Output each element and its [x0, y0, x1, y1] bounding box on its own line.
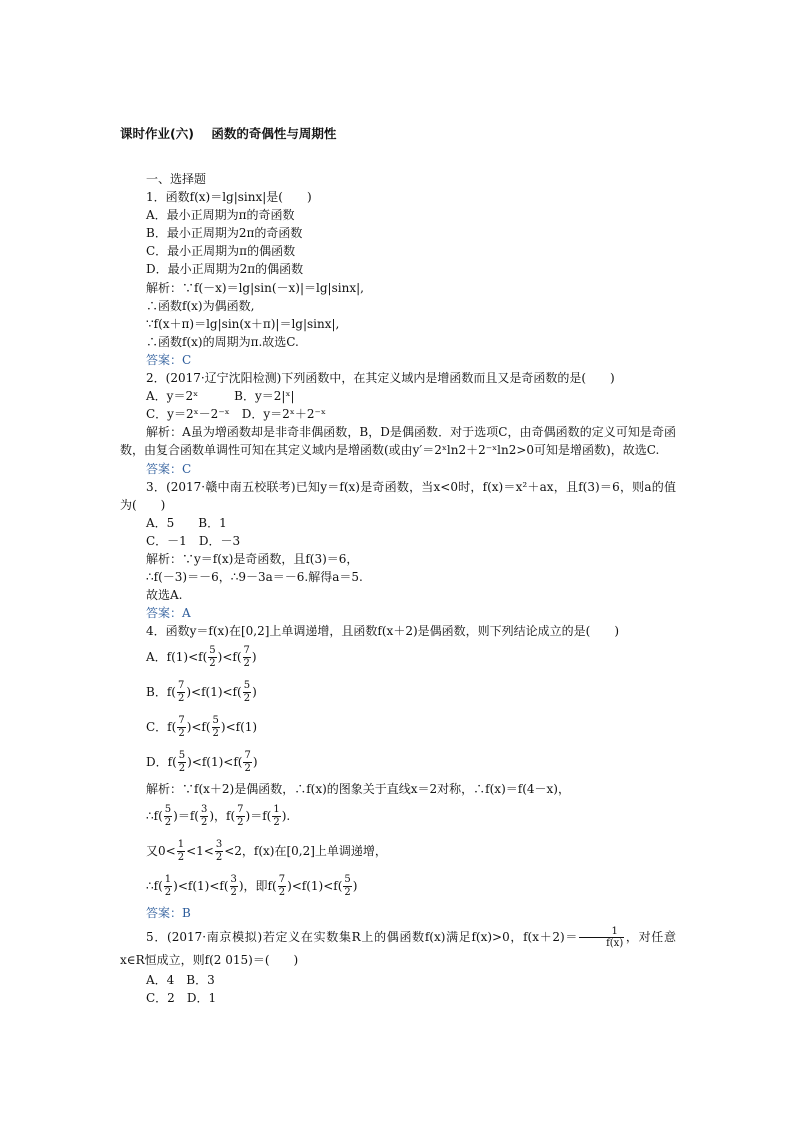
q3-stem: 3．(2017·赣中南五校联考)已知y＝f(x)是奇函数，当x<0时，f(x)＝x²＋ax，且f(3)＝6，则a的值为( ) — [120, 479, 676, 512]
question-list — [120, 170, 676, 1007]
fraction: $\frac{5}{2}$ — [178, 750, 186, 775]
q5-options-ab: A．4 B．3 — [146, 972, 215, 987]
fraction: $\frac{3}{2}$ — [200, 803, 208, 828]
q3-analysis-1: 解析：∵y＝f(x)是奇函数，且f(3)＝6， — [146, 551, 359, 566]
q4-stem: 4．函数y＝f(x)在[0,2]上单调递增，且函数f(x＋2)是偶函数，则下列结论成立的是( ) — [146, 624, 620, 639]
q2-stem: 2．(2017·辽宁沈阳检测)下列函数中，在其定义域内是增函数而且又是奇函数的是( ) — [146, 371, 615, 386]
q4-option-d: D．f( $\frac{5}{2}$ )<f(1)<f( $\frac{7}{2}$ ) — [146, 750, 258, 775]
q2-options-ab: A．y＝2ˣ B．y＝2|ˣ| — [146, 389, 295, 404]
fraction: $\frac{7}{2}$ — [278, 873, 286, 898]
q5-options-cd: C．2 D．1 — [146, 990, 217, 1005]
q4-analysis-1: 解析：∵f(x＋2)是偶函数，∴f(x)的图象关于直线x＝2对称，∴f(x)＝f(4－x)， — [146, 782, 570, 797]
fraction: $\frac{5}{2}$ — [164, 803, 172, 828]
page-title: 课时作业(六) 函数的奇偶性与周期性 — [120, 126, 337, 141]
q5-stem: 5．(2017·南京模拟)若定义在实数集R上的偶函数f(x)满足f(x)>0，f(x＋2)＝ $\frac{1}{f(x)}$ ，对任意x∈R恒成立，则f(2 015)＝( ) — [120, 925, 676, 967]
fraction: $\frac{5}{2}$ — [209, 645, 216, 670]
fraction: $\frac{7}{2}$ — [178, 715, 185, 740]
fraction: $\frac{7}{2}$ — [177, 680, 185, 705]
q4-analysis-2: ∴f( $\frac{5}{2}$ )＝f( $\frac{3}{2}$ )，f( $\frac{7}{2}$ )＝f( $\frac{1}{2}$ ). — [146, 803, 291, 828]
q3-options-cd: C．－1 D．－3 — [146, 533, 241, 548]
q2-options-cd: C．y＝2ˣ－2⁻ˣ D．y＝2ˣ＋2⁻ˣ — [146, 407, 326, 422]
q2-analysis: 解析：A虽为增函数却是非奇非偶函数，B，D是偶函数．对于选项C，由奇偶函数的定义可知是奇函数，由复合函数单调性可知在其定义域内是增函数(或由y′＝2ˣln2＋2⁻ˣln2>0可知是增函数)，故选C. — [120, 425, 676, 458]
q1-option-b: B．最小正周期为2π的奇函数 — [146, 226, 303, 241]
fraction: $\frac{7}{2}$ — [237, 803, 244, 828]
q3-answer: 答案：A — [146, 606, 191, 621]
q1-analysis-1: 解析：∵f(－x)＝lg|sin(－x)|＝lg|sinx|, — [146, 280, 364, 295]
q4-option-a: A．f(1)<f( $\frac{5}{2}$ )<f( $\frac{7}{2}$ ) — [146, 645, 257, 670]
fraction: $\frac{1}{2}$ — [177, 838, 185, 863]
fraction: $\frac{5}{2}$ — [243, 680, 251, 705]
fraction: $\frac{3}{2}$ — [215, 838, 223, 863]
fraction: $\frac{1}{2}$ — [273, 803, 280, 828]
q4-answer: 答案：B — [146, 905, 191, 920]
fraction: $\frac{5}{2}$ — [344, 873, 351, 898]
q4-option-c: C．f( $\frac{7}{2}$ )<f( $\frac{5}{2}$ )<f(1) — [146, 715, 258, 740]
section-heading: 一、选择题 — [146, 172, 207, 186]
q3-analysis-3: 故选A. — [146, 588, 183, 603]
q4-analysis-4: ∴f( $\frac{1}{2}$ )<f(1)<f( $\frac{3}{2}$ )，即f( $\frac{7}{2}$ )<f(1)<f( $\frac{5}{2}$ ) — [146, 873, 358, 898]
q1-option-a: A．最小正周期为π的奇函数 — [146, 208, 295, 223]
q1-stem: 1．函数f(x)＝lg|sinx|是( ) — [146, 190, 312, 205]
fraction: $\frac{3}{2}$ — [230, 873, 237, 898]
q1-analysis-2: ∴函数f(x)为偶函数, — [146, 298, 255, 313]
fraction: $\frac{7}{2}$ — [243, 645, 250, 670]
fraction: $\frac{1}{f(x)}$ — [579, 926, 624, 949]
q4-option-b: B．f( $\frac{7}{2}$ )<f(1)<f( $\frac{5}{2}$ ) — [146, 680, 257, 705]
q3-analysis-2: ∴f(－3)＝－6，∴9－3a＝－6.解得a＝5. — [146, 570, 363, 585]
q3-options-ab: A．5 B．1 — [146, 515, 227, 530]
q1-analysis-4: ∴函数f(x)的周期为π.故选C. — [146, 334, 299, 349]
fraction: $\frac{5}{2}$ — [212, 715, 219, 740]
q2-answer: 答案：C — [146, 461, 192, 476]
fraction: $\frac{7}{2}$ — [244, 750, 251, 775]
q1-answer: 答案：C — [146, 352, 192, 367]
q1-option-d: D．最小正周期为2π的偶函数 — [146, 262, 304, 277]
q4-analysis-3: 又0< $\frac{1}{2}$ <1< $\frac{3}{2}$ <2，f(x)在[0,2]上单调递增， — [146, 838, 387, 863]
fraction: $\frac{1}{2}$ — [164, 873, 172, 898]
q1-analysis-3: ∵f(x＋π)＝lg|sin(x＋π)|＝lg|sinx|, — [146, 316, 340, 331]
q1-option-c: C．最小正周期为π的偶函数 — [146, 244, 296, 259]
